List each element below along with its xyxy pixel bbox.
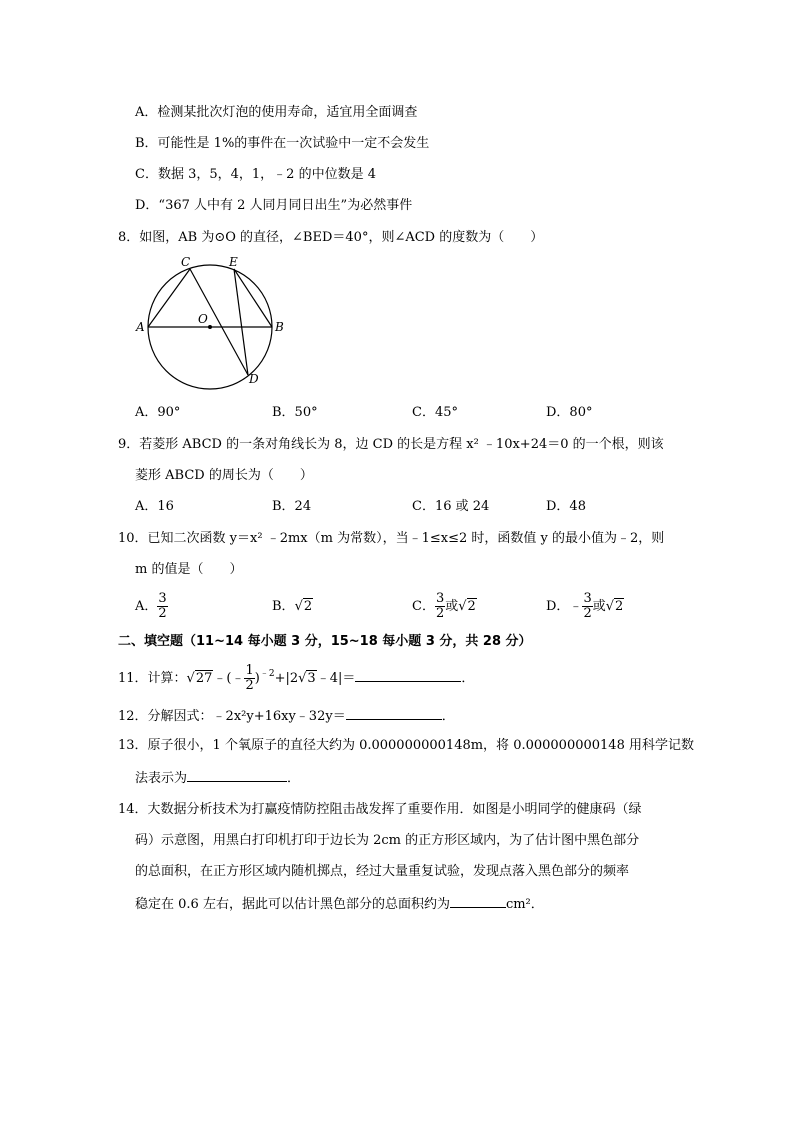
q8-option-c: C．45° — [412, 405, 458, 420]
center-point — [208, 325, 212, 329]
q8-option-b: B．50° — [272, 405, 318, 420]
q9-option-d: D．48 — [546, 499, 586, 514]
label-o: O — [198, 312, 208, 326]
q14-answer-blank[interactable] — [450, 893, 506, 908]
q7-option-a: A．检测某批次灯泡的使用寿命，适宜用全面调查 — [135, 105, 418, 120]
q11-answer-blank[interactable] — [355, 667, 461, 682]
q13-line2: 法表示为 ． — [135, 767, 300, 789]
q13-line1: 13．原子很小，1 个氧原子的直径大约为 0.000000000148m，将 0.000000000148 用科学记数 — [118, 738, 694, 753]
label-a: A — [136, 320, 145, 334]
fraction-3-2: $\frac{3}{2}$ — [583, 591, 592, 621]
q10-line1: 10．已知二次函数 y＝x² ﹣2mx（m 为常数），当﹣1≤x≤2 时，函数值 y 的最小值为﹣2，则 — [118, 531, 665, 546]
q8-text: 如图，AB 为⊙O 的直径，∠BED＝40°，则∠ACD 的度数为（ ） — [139, 230, 544, 245]
q12-line: 12．分解因式：﹣2x²y+16xy﹣32y＝ ． — [118, 705, 455, 727]
q8-number: 8． — [118, 230, 140, 245]
q10-option-c: C． $\frac{3}{2}$ 或√2 — [412, 591, 476, 621]
chord-eb — [234, 269, 272, 327]
q8-stem — [118, 228, 543, 248]
q10-option-d: D．﹣ $\frac{3}{2}$ 或√2 — [546, 591, 624, 621]
fraction-3-2: $\frac{3}{2}$ — [158, 591, 167, 621]
fraction-3-2: $\frac{3}{2}$ — [435, 591, 445, 621]
sqrt-27: √27 — [186, 671, 213, 686]
q9-option-b: B．24 — [272, 499, 312, 514]
q14-line1: 14．大数据分析技术为打赢疫情防控阻击战发挥了重要作用．如图是小明同学的健康码（绿 — [118, 802, 642, 817]
fraction-1-2: $\frac{1}{2}$ — [245, 663, 254, 693]
q12-answer-blank[interactable] — [346, 705, 442, 720]
circle-diagram — [130, 255, 290, 390]
label-d: D — [249, 372, 259, 386]
label-c: C — [181, 255, 191, 269]
chord-ed — [234, 269, 248, 375]
q7-option-d: D．“367 人中有 2 人同月同日出生”为必然事件 — [135, 198, 413, 213]
q7-option-b: B．可能性是 1%的事件在一次试验中一定不会发生 — [135, 136, 430, 151]
q10-option-a: A． $\frac{3}{2}$ — [135, 591, 167, 621]
q14-line3: 的总面积，在正方形区域内随机掷点，经过大量重复试验，发现点落入黑色部分的频率 — [135, 864, 630, 879]
label-b: B — [275, 320, 284, 334]
q9-option-a: A．16 — [135, 499, 174, 514]
q11-expression: 11．计算：√27﹣(﹣ $\frac{1}{2}$ )$^{﹣2}$+|2√3﹣4|＝ ． — [118, 663, 475, 693]
sqrt-3: √3 — [298, 671, 316, 686]
chord-ac — [148, 269, 190, 327]
q10-line2: m 的值是（ ） — [135, 562, 243, 577]
q14-line4: 稳定在 0.6 左右，据此可以估计黑色部分的总面积约为 cm²． — [135, 893, 544, 915]
sqrt-2: √2 — [458, 599, 476, 614]
q14-line2: 码）示意图，用黑白打印机打印于边长为 2cm 的正方形区域内，为了估计图中黑色部分 — [135, 833, 640, 848]
sqrt-2: √2 — [605, 599, 624, 614]
sqrt-2: √2 — [294, 599, 313, 614]
q13-answer-blank[interactable] — [187, 767, 287, 782]
q9-line2: 菱形 ABCD 的周长为（ ） — [135, 468, 313, 483]
q9-line1: 9．若菱形 ABCD 的一条对角线长为 8，边 CD 的长是方程 x² ﹣10x+24＝0 的一个根，则该 — [118, 437, 664, 452]
q8-option-a: A．90° — [135, 405, 181, 420]
label-e: E — [229, 255, 238, 269]
q10-option-b: B．√2 — [272, 592, 313, 622]
q8-option-d: D．80° — [546, 405, 593, 420]
q9-option-c: C．16 或 24 — [412, 499, 490, 514]
q7-option-c: C．数据 3，5，4，1，﹣2 的中位数是 4 — [135, 167, 376, 182]
section-2-heading: 二、填空题（11~14 每小题 3 分，15~18 每小题 3 分，共 28 分） — [118, 634, 532, 649]
